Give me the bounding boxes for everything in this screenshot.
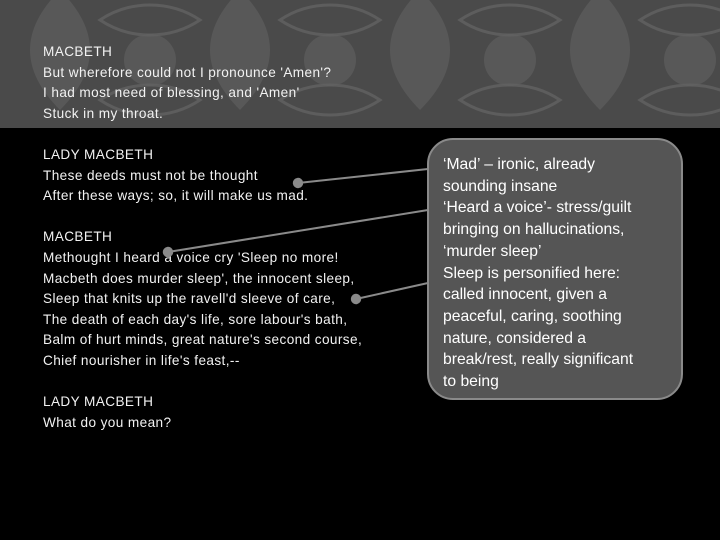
annotation-note xyxy=(427,138,683,400)
speech-line: What do you mean? xyxy=(43,414,172,430)
speech-line: Macbeth does murder sleep', the innocent sleep, xyxy=(43,270,355,286)
speech-line: These deeds must not be thought xyxy=(43,167,258,183)
speech-line: I had most need of blessing, and 'Amen' xyxy=(43,85,300,101)
speaker-name: MACBETH xyxy=(43,44,113,59)
note-line: break/rest, really significant xyxy=(443,351,634,369)
speech-line: Methought I heard a voice cry 'Sleep no more! xyxy=(43,249,339,265)
arrow-to-heard-a-voice xyxy=(168,210,428,252)
arrow-to-mad xyxy=(298,169,428,183)
note-line: nature, considered a xyxy=(443,329,587,347)
note-line: to being xyxy=(443,373,499,391)
note-line: ‘Heard a voice’- stress/guilt xyxy=(443,199,632,217)
note-line: Sleep is personified here: xyxy=(443,264,621,282)
speaker-name: MACBETH xyxy=(43,229,113,245)
speaker-name: LADY MACBETH xyxy=(43,394,154,410)
speech-line: Chief nourisher in life's feast,-- xyxy=(43,352,240,368)
note-line: ‘murder sleep’ xyxy=(443,242,542,260)
note-line: called innocent, given a xyxy=(443,286,607,304)
speech-line: Stuck in my throat. xyxy=(43,105,164,121)
arrow-to-care xyxy=(356,283,428,299)
speech-line: The death of each day's life, sore labour's bath, xyxy=(43,311,348,327)
note-line: bringing on hallucinations, xyxy=(443,221,625,239)
note-line: sounding insane xyxy=(443,177,558,195)
speech-line: Sleep that knits up the ravell'd sleeve of care, xyxy=(43,291,336,307)
speech-line: But wherefore could not I pronounce 'Amen'? xyxy=(43,64,332,80)
note-line: ‘Mad’ – ironic, already xyxy=(443,156,596,173)
speech-line: After these ways; so, it will make us mad. xyxy=(43,188,309,204)
speech-line: Balm of hurt minds, great nature's second course, xyxy=(43,332,363,348)
note-line: peaceful, caring, soothing xyxy=(443,307,622,325)
speaker-name: LADY MACBETH xyxy=(43,146,154,162)
